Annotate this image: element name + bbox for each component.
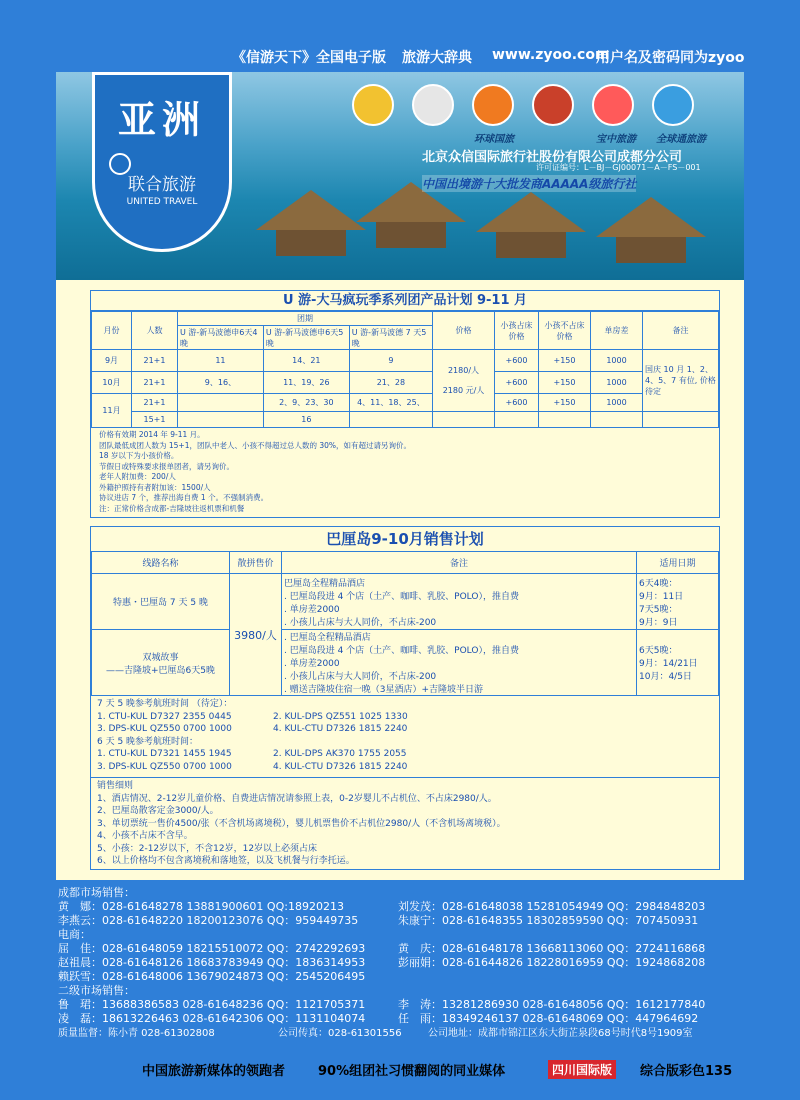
sales-rule-line: 6、以上价格均不包含离境税和落地签，以及飞机餐与行李托运。 [97,856,355,866]
partner-logo-icon [592,84,634,126]
cell: 1000 [591,350,643,372]
cell: 1000 [591,394,643,412]
flight-line: 2. KUL-DPS AK370 1755 2055 [273,749,407,759]
flight-line: 1. CTU-KUL D7321 1455 1945 [97,749,232,759]
cell: +150 [539,394,591,412]
cell: 4、11、18、25、 [349,394,432,412]
contacts-section-title: 成都市场销售： [58,886,135,899]
footer-tagline: 90%组团社习惯翻阅的同业媒体 [318,1064,506,1079]
cell [643,412,719,428]
contact-line: 公司地址：成都市锦江区东大街芷泉段68号时代8号1909室 [428,1028,693,1039]
col-people: 人数 [132,312,178,350]
note-line: 价格有效期 2014 年 9-11 月。 [99,430,205,439]
note-line: 老年人附加费：200/人 [99,472,176,481]
cell-remark: 国庆 10 月 1、2、4、5、7 有位, 价格待定 [643,350,719,412]
table-row [92,350,719,372]
col-group: 团期 [178,312,433,326]
contact-line: 李 涛：13281286930 028-61648056 QQ：1612177840 [398,998,706,1011]
cell: 21+1 [132,394,178,412]
edition-badge: 四川国际版 [548,1060,616,1079]
cell: 11、19、26 [263,372,349,394]
sub-header: U 游-新马波德申6天5晚 [263,326,349,350]
route-price: 3980/人 [230,574,282,696]
remark-line: . 单房差2000 [284,604,340,615]
flyer-page [56,72,744,880]
cell: 21+1 [132,372,178,394]
contact-line: 赵祖晨：028-61648126 18683783949 QQ：1836314953 [58,956,366,969]
date-line: 7天5晚： [639,604,678,615]
cell: +600 [495,350,539,372]
remark-line: . 小孩儿占床与大人同价，不占床-200 [284,617,437,628]
magazine-title: 《信游天下》全国电子版 [232,50,386,66]
cell: 14、21 [263,350,349,372]
cell: 11月 [92,394,132,428]
cell: 11 [178,350,264,372]
partner-logo-icon [352,84,394,126]
sales-rule-line: 3、单切票统一售价4500/张（不含机场离境税），婴儿机票售价不占机位2980/人（不含机场离境税）。 [97,818,506,829]
remark-line: . 赠送吉隆坡住宿一晚（3星酒店）+吉隆坡半日游 [284,685,483,695]
price-value: 2180/人 [447,366,480,375]
contact-line: 李燕云：028-61648220 18200123076 QQ：959449735 [58,914,359,927]
slogan: 中国出境游十大批发商AAAAA级旅行社 [422,177,637,191]
flight-line: 2. KUL-DPS QZ551 1025 1330 [273,711,408,722]
cell: 9 [349,350,432,372]
col-month: 月份 [92,312,132,350]
contact-line: 彭丽娟：028-61644826 18228016959 QQ：1924868208 [398,956,706,969]
route-name-line: ——吉隆坡+巴厘岛6天5晚 [106,665,215,676]
note-line: 协议进店 7 个，推荐出海自费 1 个。不强制消费。 [99,493,269,502]
col-child-nobed: 小孩不占床价格 [539,312,591,350]
cell [495,412,539,428]
col-date: 适用日期 [637,552,719,574]
contacts-section-title: 电商： [58,928,91,941]
route-remarks [282,630,637,696]
cell [178,394,264,412]
cell [433,412,495,428]
note-line: 团队最低成团人数为 15+1，团队中老人、小孩不得超过总人数的 30%，如有超过请另询价。 [99,440,412,450]
sales-rule-line: 1、酒店情况、2-12岁儿童价格、自费进店情况请参照上表，0-2岁婴儿不占机位、不占床2980/人。 [97,793,497,804]
flight-line: 3. DPS-KUL QZ550 0700 1000 [97,761,232,772]
cell [591,412,643,428]
water-villa [376,222,446,248]
col-price: 散拼售价 [230,552,282,574]
cell [178,412,264,428]
top-banner [0,0,800,72]
contact-line: 刘发茂：028-61648038 15281054949 QQ：2984848203 [398,900,706,913]
contact-line: 朱康宁：028-61648355 18302859590 QQ：707450931 [398,914,699,927]
login-note: 用户名及密码同为zyoo [596,50,745,66]
table-row [92,412,719,428]
sub-header: U 游-新马波德 7 天5晚 [349,326,432,350]
footer-bar [0,1052,800,1100]
cell: 21+1 [132,350,178,372]
water-villa-roof [256,190,366,230]
footer-slogan: 中国旅游新媒体的领跑者 [142,1064,286,1079]
sub-header: U 游-新马波德申6天4晚 [178,326,264,350]
sales-rule-line: 4、小孩不占床不含早。 [97,831,193,841]
bali-title: 巴厘岛9-10月销售计划 [326,530,484,548]
sales-rules [91,777,719,870]
date-line: 6天5晚： [639,646,678,656]
flight-line: 1. CTU-KUL D7327 2355 0445 [97,711,232,722]
contact-line: 屈 佳：028-61648059 18215510072 QQ：2742292693 [58,942,366,955]
bali-table [91,551,719,696]
remark-line: 巴厘岛全程精品酒店 [284,578,366,589]
date-line: 9月：9日 [639,617,678,628]
cell: 1000 [591,372,643,394]
remark-line: . 巴厘岛全程精品酒店 [284,633,371,643]
contact-line: 任 雨：18349246137 028-61648069 QQ：447964692 [398,1012,699,1025]
date-line: 10月：4/5日 [639,672,692,682]
cell: 2、9、23、30 [263,394,349,412]
contact-line: 鲁 珺：13688386583 028-61648236 QQ：1121705371 [58,998,366,1011]
date-line: 9月：11日 [639,591,684,602]
sales-rules-title: 销售细则 [97,781,134,791]
remark-line: . 小孩儿占床与大人同价，不占床-200 [284,672,437,682]
company-name: 北京众信国际旅行社股份有限公司成都分公司 [422,150,683,165]
asia-shield-badge [92,72,232,252]
u-tour-title: U 游-大马疯玩季系列团产品计划 9-11 月 [91,291,719,311]
cell: 9、16、 [178,372,264,394]
col-remark: 备注 [643,312,719,350]
bali-sales-plan [90,526,720,870]
route-remarks [282,574,637,630]
table-row [92,394,719,412]
water-villa-roof [596,197,706,237]
u-tour-plan-table [90,290,720,518]
dictionary-title: 旅游大辞典 [402,50,472,66]
cell: 15+1 [132,412,178,428]
route-dates [637,574,719,630]
note-line: 18 岁以下为小孩价格。 [99,451,179,460]
note-line: 外籍护照持有者附加该：1500/人 [99,482,211,492]
water-villa [616,237,686,263]
resort-banner [56,72,744,280]
table-row [92,372,719,394]
sales-rule-line: 2、巴厘岛散客定金3000/人。 [97,806,219,816]
cell: +600 [495,394,539,412]
flight-heading: 7 天 5 晚参考航班时间 （待定）： [97,699,233,709]
cell [349,412,432,428]
partner-name: 环球国旅 [474,134,514,145]
col-single: 单房差 [591,312,643,350]
cell: +150 [539,350,591,372]
u-tour-table [91,311,719,428]
route-name-line: 双城故事 [142,652,179,663]
table-row [92,630,719,696]
partner-logo-icon [412,84,454,126]
sales-rule-line: 5、小孩：2-12岁以下，不含12岁，12岁以上必须占床 [97,843,318,854]
note-line: 注：正常价格含成都-吉隆坡往返机票和机餐 [99,503,245,513]
col-child-bed: 小孩占床价格 [495,312,539,350]
remark-line: . 巴厘岛段进 4 个店（土产、咖啡、乳胶、POLO），推自费 [284,591,519,602]
page-number: 综合版彩色135 [640,1064,733,1079]
note-line: 节假日或特殊要求报单团者，请另询价。 [99,461,234,471]
price-value: 2180 元/人 [442,386,485,395]
route-name [92,630,230,696]
brand-name-cn: 联合旅游 [128,175,196,195]
flight-line: 4. KUL-CTU D7326 1815 2240 [273,761,408,772]
partner-logo-icon [652,84,694,126]
flight-line: 3. DPS-KUL QZ550 0700 1000 [97,724,232,734]
water-villa-roof [476,192,586,232]
remark-line: . 单房差2000 [284,659,340,669]
contact-line: 公司传真：028-61301556 [278,1028,402,1039]
contact-line: 赖跃雪：028-61648006 13679024873 QQ：2545206495 [58,970,366,983]
cell: 21、28 [349,372,432,394]
brand-name-en: UNITED TRAVEL [126,197,198,207]
remark-line: . 巴厘岛段进 4 个店（土产、咖啡、乳胶、POLO），推自费 [284,646,519,656]
water-villa [496,232,566,258]
date-line: 6天4晚： [639,578,678,589]
col-remark: 备注 [282,552,637,574]
region-title: 亚洲 [117,98,206,142]
partner-name: 全球通旅游 [656,134,706,145]
united-travel-logo-icon [109,153,131,175]
col-price: 价格 [433,312,495,350]
cell: 9月 [92,350,132,372]
date-line: 9月：14/21日 [639,659,698,669]
contact-line: 黄 庆：028-61648178 13668113060 QQ：2724116868 [398,942,706,955]
contact-line: 质量监督：陈小青 028-61302808 [58,1028,215,1039]
flight-heading: 6 天 5 晚参考航班时间： [97,736,199,747]
table-row [92,574,719,630]
license-number: 许可证编号：L－BJ－GJ00071－A－FS－001 [536,163,701,172]
partner-logo-icon [472,84,514,126]
cell-price [433,350,495,412]
route-dates [637,630,719,696]
col-route: 线路名称 [92,552,230,574]
contacts-section-title: 二级市场销售： [58,984,135,997]
cell: +150 [539,372,591,394]
partner-logo-icon [532,84,574,126]
website-link[interactable]: www.zyoo.com [492,47,610,63]
u-tour-notes [91,428,719,516]
route-name: 特惠・巴厘岛 7 天 5 晚 [92,574,230,630]
water-villa [276,230,346,256]
sales-contacts [56,880,744,1052]
cell: 16 [263,412,349,428]
flight-schedule [91,696,719,775]
contact-line: 凌 磊：18613226463 028-61642306 QQ：1131104074 [58,1012,366,1025]
cell [539,412,591,428]
contact-line: 黄 娜：028-61648278 13881900601 QQ:18920213 [58,900,344,913]
flight-line: 4. KUL-CTU D7326 1815 2240 [273,724,408,734]
partner-name: 宝中旅游 [596,134,636,145]
cell: 10月 [92,372,132,394]
cell: +600 [495,372,539,394]
